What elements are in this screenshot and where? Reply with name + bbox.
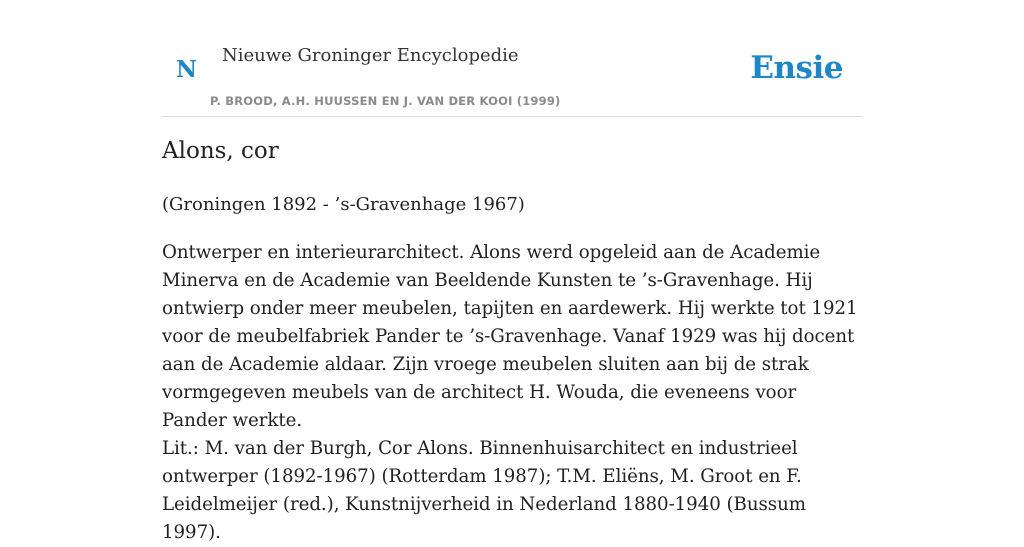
entry-literature: Lit.: M. van der Burgh, Cor Alons. Binnenhuisarchitect en industrieel ontwerper (1892-1967) (Rotterdam 1987); T.M. Eliëns, M. Groot en F. Leidelmeijer (red.), Kunstnijverheid in Nederland 1880-1940 (Bussum 1997). [162, 438, 806, 543]
ensie-brand-logo[interactable]: Ensie [750, 50, 843, 86]
page-header [162, 0, 862, 117]
entry-body-text: Ontwerper en interieurarchitect. Alons werd opgeleid aan de Academie Minerva en de Academie van Beeldende Kunsten te ’s-Gravenhage. Hij ontwierp onder meer meubelen, tapijten en aardewerk. Hij werkte tot 1921 voor de meubelfabriek Pander te ’s-Gravenhage. Vanaf 1929 was hij docent aan de Academie aldaar. Zijn vroege meubelen sluiten aan bij de strak vormgegeven meubels van de architect H. Wouda, die eveneens voor Pander werkte. [162, 242, 858, 431]
encyclopedia-title-link[interactable]: Nieuwe Groninger Encyclopedie [222, 45, 519, 66]
encyclopedia-authors: P. BROOD, A.H. HUUSSEN EN J. VAN DER KOOI (1999) [210, 94, 561, 108]
encyclopedia-logo-letter[interactable]: N [176, 56, 198, 83]
entry-title: Alons, cor [162, 138, 279, 164]
entry-lifespan: (Groningen 1892 - ’s-Gravenhage 1967) [162, 194, 525, 215]
